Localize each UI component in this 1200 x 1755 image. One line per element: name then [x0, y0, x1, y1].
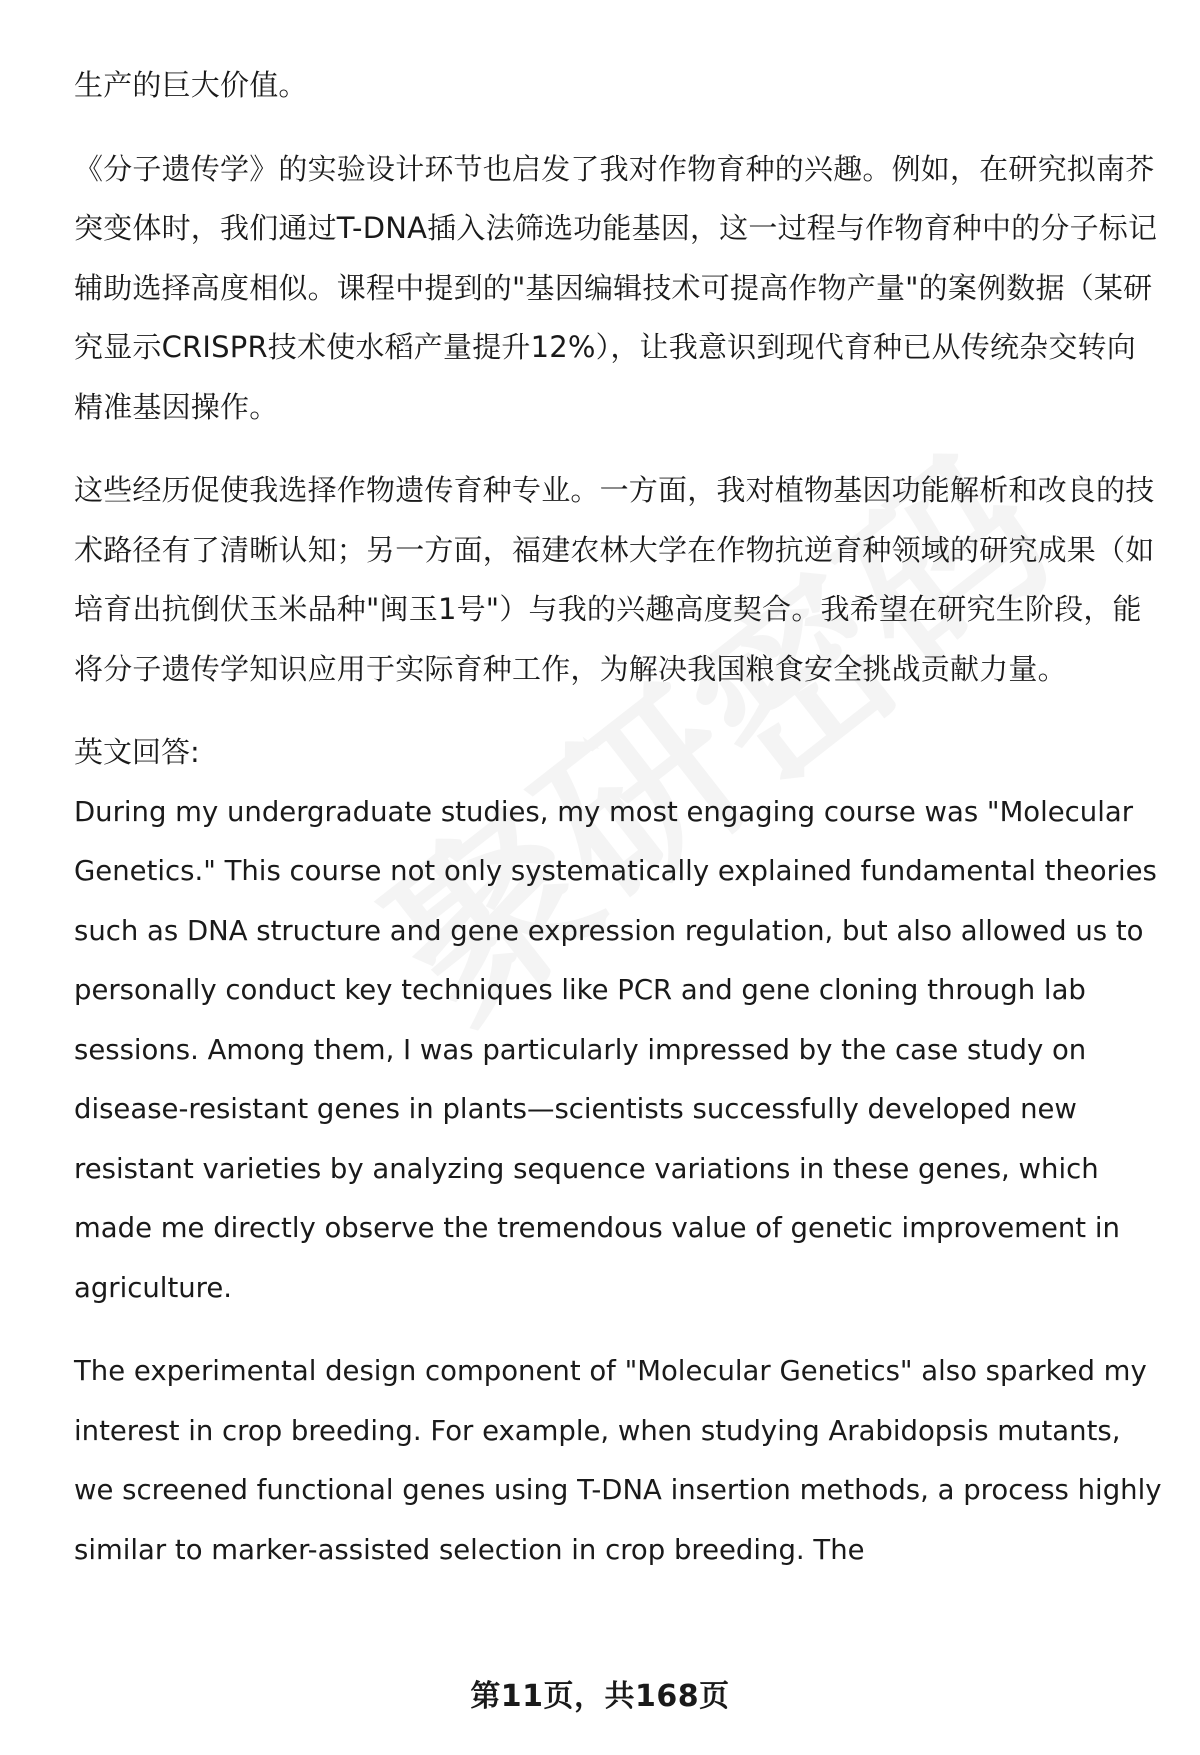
paragraph-course-en: During my undergraduate studies, my most engaging course was "Molecular Genetics." This course not only systematically explained fundamental theories such as DNA structure and gene expression regulation, but also allowed us to personally conduct key techniques like PCR and gene cloning through lab sessions. Among them, I was particularly impressed by the case study on disease-resistant genes in plants—scientists successfully developed new resistant varieties by analyzing sequence variations in these genes, which made me directly observe the tremendous value of genetic improvement in agriculture.: [74, 795, 1157, 1304]
paragraph-continuation: 生产的巨大价值。: [74, 68, 308, 102]
page-footer: 第11页，共168页: [470, 1679, 730, 1714]
paragraph-major-choice-cn: 这些经历促使我选择作物遗传育种专业。一方面，我对植物基因功能解析和改良的技术路径有了清晰认知；另一方面，福建农林大学在作物抗逆育种领域的研究成果（如培育出抗倒伏玉米品种"闽玉1号"）与我的兴趣高度契合。我希望在研究生阶段，能将分子遗传学知识应用于实际育种工作，为解决我国粮食安全挑战贡献力量。: [74, 473, 1155, 686]
paragraph-experimental-design-cn: 《分子遗传学》的实验设计环节也启发了我对作物育种的兴趣。例如，在研究拟南芥突变体时，我们通过T-DNA插入法筛选功能基因，这一过程与作物育种中的分子标记辅助选择高度相似。课程中提到的"基因编辑技术可提高作物产量"的案例数据（某研究显示CRISPR技术使水稻产量提升12%），让我意识到现代育种已从传统杂交转向精准基因操作。: [74, 151, 1158, 424]
english-answer-heading: 英文回答:: [74, 735, 200, 769]
paragraph-experimental-design-en: The experimental design component of "Molecular Genetics" also sparked my interest in crop breeding. For example, when studying Arabidopsis mutants, we screened functional genes using T-DNA insertion methods, a process highly similar to marker-assisted selection in crop breeding. The: [74, 1355, 1162, 1566]
document-body: [74, 56, 1164, 1580]
